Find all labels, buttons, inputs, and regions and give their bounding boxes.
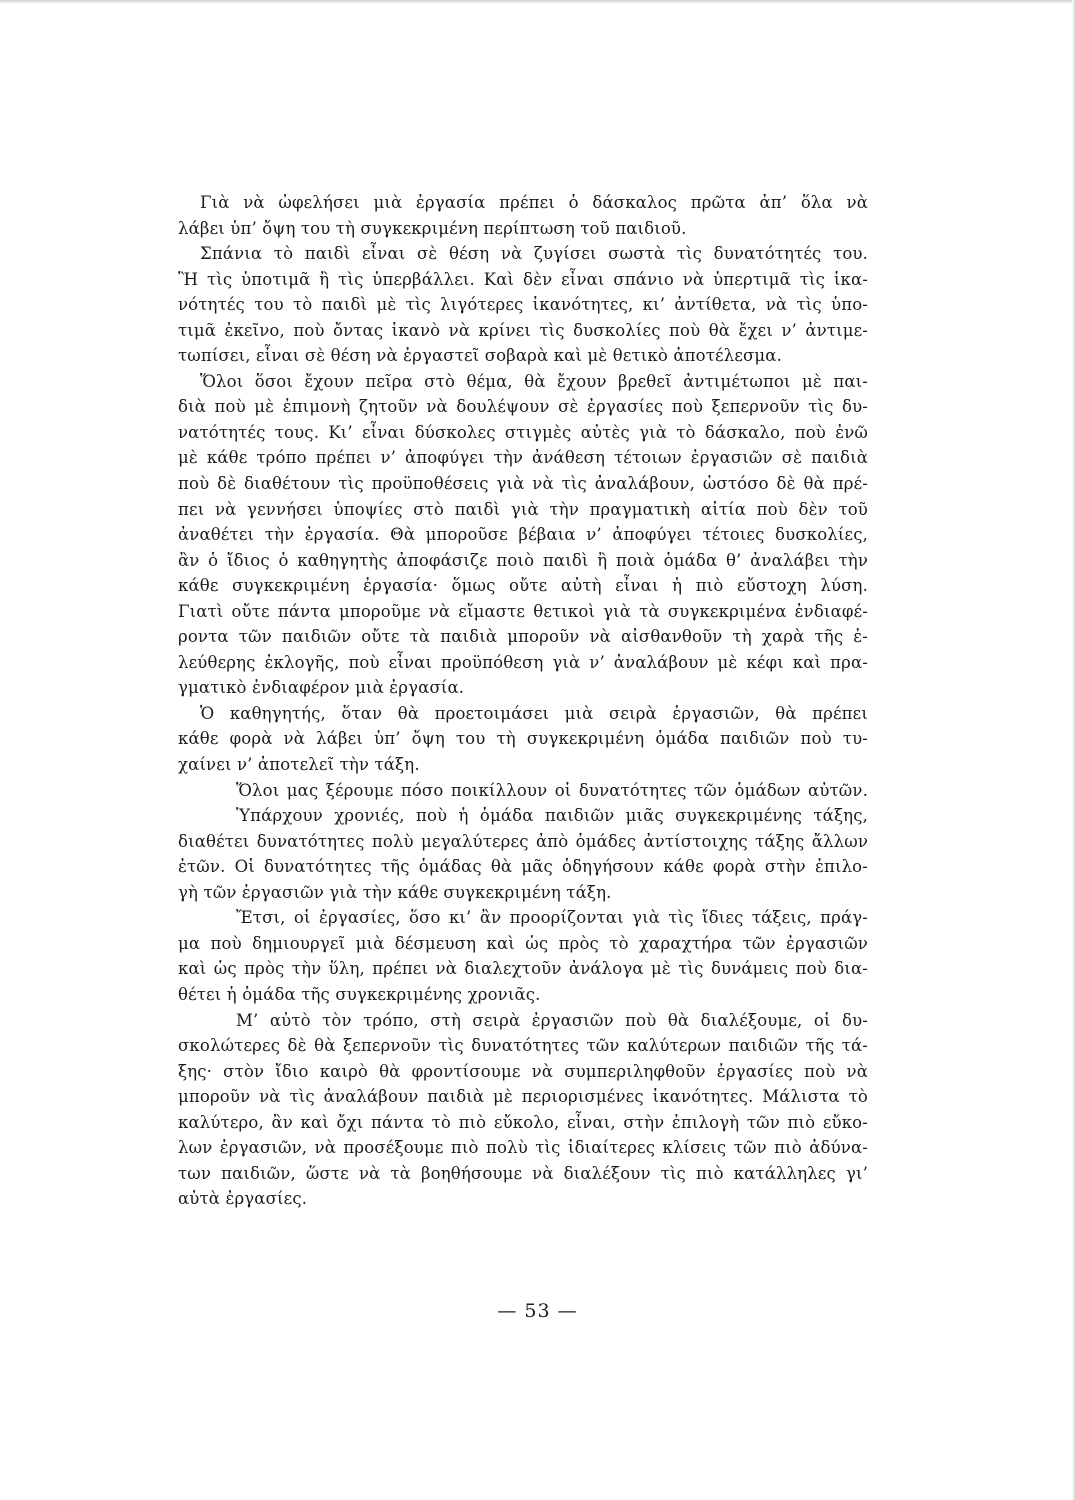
text-line: ποὺ δὲ διαθέτουν τὶς προϋποθέσεις γιὰ νὰ τὶς ἀναλάβουν, ὡστόσο δὲ θὰ πρέ-	[178, 474, 868, 494]
text-line: Μ’ αὐτὸ τὸν τρόπο, στὴ σειρὰ ἐργασιῶν ποὺ θὰ διαλέξουμε, οἱ δυ-	[236, 1010, 868, 1030]
text-line: Ὁ καθηγητής, ὅταν θὰ προετοιμάσει μιὰ σειρὰ ἐργασιῶν, θὰ πρέπει	[200, 703, 868, 723]
text-line: σκολώτερες δὲ θὰ ξεπερνοῦν τὶς δυνατότητες τῶν καλύτερων παιδιῶν τῆς τά-	[178, 1036, 868, 1056]
text-line: ξης· στὸν ἴδιο καιρὸ θὰ φροντίσουμε νὰ συμπεριληφθοῦν ἐργασίες ποὺ νὰ	[178, 1061, 868, 1081]
text-line: καὶ ὡς πρὸς τὴν ὕλη, πρέπει νὰ διαλεχτοῦν ἀνάλογα μὲ τὶς δυνάμεις ποὺ δια-	[178, 959, 868, 979]
text-line: πει νὰ γεννήσει ὑποψίες στὸ παιδὶ γιὰ τὴν πραγματικὴ αἰτία ποὺ δὲν τοῦ	[178, 499, 868, 519]
text-line: λων ἐργασιῶν, νὰ προσέξουμε πιὸ πολὺ τὶς ἰδιαίτερες κλίσεις τῶν πιὸ ἀδύνα-	[178, 1138, 868, 1158]
text-line: θέτει ἡ ὁμάδα τῆς συγκεκριμένης χρονιᾶς.	[178, 984, 541, 1004]
text-line: Ὑπάρχουν χρονιές, ποὺ ἡ ὁμάδα παιδιῶν μιᾶς συγκεκριμένης τάξης,	[236, 806, 868, 826]
text-line: διαθέτει δυνατότητες πολὺ μεγαλύτερες ἀπὸ ὁμάδες ἀντίστοιχης τάξης ἄλλων	[178, 831, 868, 851]
text-line: μα ποὺ δημιουργεῖ μιὰ δέσμευση καὶ ὡς πρὸς τὸ χαραχτήρα τῶν ἐργασιῶν	[178, 933, 868, 953]
text-line: ἂν ὁ ἴδιος ὁ καθηγητὴς ἀποφάσιζε ποιὸ παιδὶ ἢ ποιὰ ὁμάδα θ’ ἀναλάβει τὴν	[178, 550, 868, 570]
text-line: ἐτῶν. Οἱ δυνατότητες τῆς ὁμάδας θὰ μᾶς ὁδηγήσουν κάθε φορὰ στὴν ἐπιλο-	[178, 857, 868, 877]
text-line: μὲ κάθε τρόπο πρέπει ν’ ἀποφύγει τὴν ἀνάθεση τέτοιων ἐργασιῶν σὲ παιδιὰ	[178, 448, 868, 468]
text-line: διὰ ποὺ μὲ ἐπιμονὴ ζητοῦν νὰ δουλέψουν σὲ ἐργασίες ποὺ ξεπερνοῦν τὶς δυ-	[178, 397, 868, 417]
text-line: Γιὰ νὰ ὠφελήσει μιὰ ἐργασία πρέπει ὁ δάσκαλος πρῶτα ἀπ’ ὅλα νὰ	[200, 193, 868, 212]
text-line: τωπίσει, εἶναι σὲ θέση νὰ ἐργαστεῖ σοβαρὰ καὶ μὲ θετικὸ ἀποτέλεσμα.	[178, 346, 782, 366]
text-line: γματικὸ ἐνδιαφέρον μιὰ ἐργασία.	[178, 678, 465, 698]
text-line: λεύθερης ἐκλογῆς, ποὺ εἶναι προϋπόθεση γιὰ ν’ ἀναλάβουν μὲ κέφι καὶ πρα-	[178, 652, 868, 672]
text-line: λάβει ὑπ’ ὄψη του τὴ συγκεκριμένη περίπτωση τοῦ παιδιοῦ.	[178, 218, 687, 238]
text-line: κάθε φορὰ νὰ λάβει ὑπ’ ὄψη του τὴ συγκεκριμένη ὁμάδα παιδιῶν ποὺ τυ-	[178, 729, 868, 749]
text-line: Ἢ τὶς ὑποτιμᾶ ἢ τὶς ὑπερβάλλει. Καὶ δὲν εἶναι σπάνιο νὰ ὑπερτιμᾶ τὶς ἱκα-	[178, 269, 868, 289]
page-top-edge	[0, 0, 1075, 4]
text-line: Γιατὶ οὔτε πάντα μποροῦμε νὰ εἴμαστε θετικοὶ γιὰ τὰ συγκεκριμένα ἐνδιαφέ-	[178, 601, 868, 621]
text-line: των παιδιῶν, ὥστε νὰ τὰ βοηθήσουμε νὰ διαλέξουν τὶς πιὸ κατάλληλες γι’	[178, 1163, 868, 1183]
text-line: τιμᾶ ἐκεῖνο, ποὺ ὄντας ἱκανὸ νὰ κρίνει τὶς δυσκολίες ποὺ θὰ ἔχει ν’ ἀντιμε-	[178, 320, 868, 340]
text-line: μποροῦν νὰ τὶς ἀναλάβουν παιδιὰ μὲ περιορισμένες ἱκανότητες. Μάλιστα τὸ	[178, 1087, 868, 1107]
text-line: Ὅλοι μας ξέρουμε πόσο ποικίλλουν οἱ δυνατότητες τῶν ὁμάδων αὐτῶν.	[236, 780, 868, 800]
text-line: ἀναθέτει τὴν ἐργασία. Θὰ μποροῦσε βέβαια ν’ ἀποφύγει τέτοιες δυσκολίες,	[178, 525, 868, 545]
page-number: — 53 —	[497, 1300, 578, 1322]
text-line: χαίνει ν’ ἀποτελεῖ τὴν τάξη.	[178, 755, 420, 775]
text-line: Ἔτσι, οἱ ἐργασίες, ὅσο κι’ ἂν προορίζονται γιὰ τὶς ἴδιες τάξεις, πράγ-	[236, 908, 868, 928]
text-line: γὴ τῶν ἐργασιῶν γιὰ τὴν κάθε συγκεκριμένη τάξη.	[178, 882, 612, 902]
text-line: ροντα τῶν παιδιῶν οὔτε τὰ παιδιὰ μποροῦν νὰ αἰσθανθοῦν τὴ χαρὰ τῆς ἐ-	[178, 627, 868, 647]
text-line: καλύτερο, ἂν καὶ ὄχι πάντα τὸ πιὸ εὔκολο, εἶναι, στὴν ἐπιλογὴ τῶν πιὸ εὔκο-	[178, 1112, 868, 1132]
text-line: αὐτὰ ἐργασίες.	[178, 1189, 308, 1209]
text-line: νατότητές τους. Κι’ εἶναι δύσκολες στιγμὲς αὐτὲς γιὰ τὸ δάσκαλο, ποὺ ἐνῶ	[178, 422, 868, 442]
text-line: Σπάνια τὸ παιδὶ εἶναι σὲ θέση νὰ ζυγίσει σωστὰ τὶς δυνατότητές του.	[200, 244, 868, 264]
text-line: Ὅλοι ὅσοι ἔχουν πεῖρα στὸ θέμα, θὰ ἔχουν βρεθεῖ ἀντιμέτωποι μὲ παι-	[200, 371, 868, 391]
text-line: κάθε συγκεκριμένη ἐργασία· ὅμως οὔτε αὐτὴ εἶναι ἡ πιὸ εὔστοχη λύση.	[178, 576, 868, 596]
body-text	[178, 190, 868, 1212]
text-line: νότητές του τὸ παιδὶ μὲ τὶς λιγότερες ἱκανότητες, κι’ ἀντίθετα, νὰ τὶς ὑπο-	[178, 295, 868, 315]
